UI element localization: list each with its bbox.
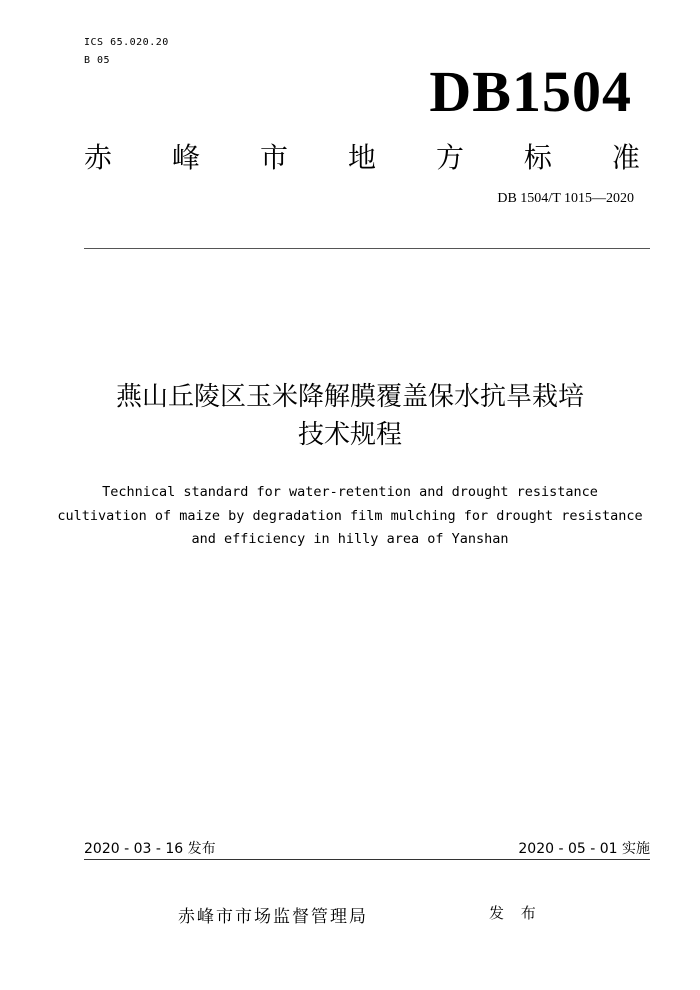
standard-type-heading <box>84 136 640 176</box>
title-english-line: Technical standard for water-retention and drought resistance <box>102 484 598 500</box>
ics-code: ICS 65.020.20 <box>84 37 169 48</box>
issue-label: 发 布 <box>489 904 542 922</box>
title-chinese-line: 技术规程 <box>297 420 402 450</box>
header-divider <box>84 248 650 249</box>
standard-type-char: 准 <box>611 141 640 174</box>
standard-type-char: 标 <box>523 141 552 174</box>
title-chinese-line: 燕山丘陵区玉米降解膜覆盖保水抗旱栽培 <box>115 382 584 412</box>
standard-type-char: 峰 <box>171 141 200 174</box>
title-english <box>40 481 660 552</box>
standard-type-char: 地 <box>347 141 376 174</box>
issue-date: 2020 - 03 - 16 发布 <box>84 841 216 857</box>
standard-type-char: 方 <box>435 141 464 174</box>
issuing-authority: 赤峰市市场监督管理局 <box>178 907 368 927</box>
standard-type-char: 赤 <box>84 141 113 174</box>
ccs-code: B 05 <box>84 55 111 66</box>
title-english-line: cultivation of maize by degradation film mulching for drought resistance <box>57 507 643 524</box>
standard-number: DB 1504/T 1015—2020 <box>497 191 634 206</box>
standard-type-char: 市 <box>259 141 288 174</box>
standard-logo: DB1504 <box>429 59 632 124</box>
title-english-line: and efficiency in hilly area of Yanshan <box>191 531 509 547</box>
implement-date: 2020 - 05 - 01 实施 <box>518 841 650 857</box>
title-chinese <box>30 378 670 454</box>
dates-row <box>84 838 650 860</box>
